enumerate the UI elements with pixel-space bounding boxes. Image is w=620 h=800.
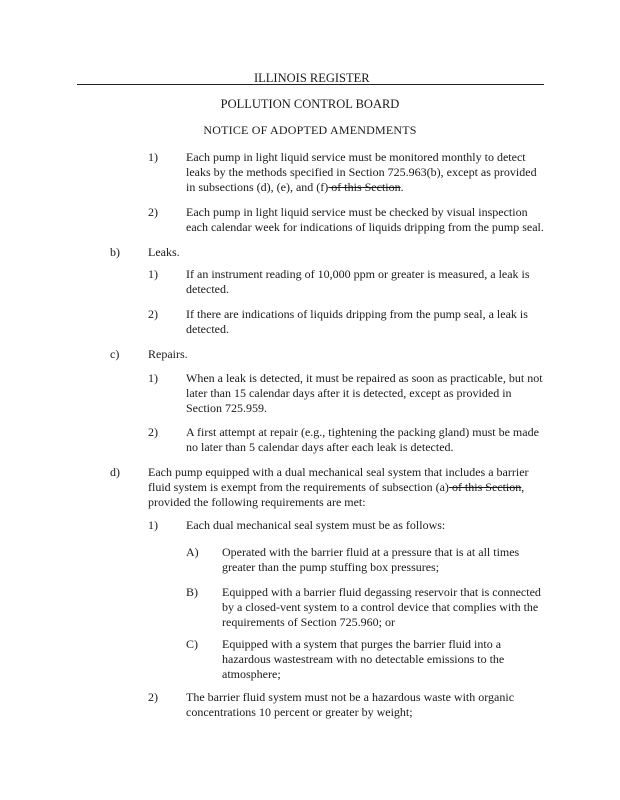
item-dC-text: Equipped with a system that purges the barrier fluid into a hazardous wastestream with no detectable emissions to the atmosphere; (222, 637, 505, 681)
item-d1-text: Each dual mechanical seal system must be as follows: (186, 518, 446, 532)
item-a2-text: Each pump in light liquid service must be checked by visual inspection each calendar week for indications of liquids dripping from the pump seal. (186, 205, 544, 234)
item-b2-text: If there are indications of liquids dripping from the pump seal, a leak is detected. (186, 307, 528, 336)
struck-text: of this Section (328, 180, 401, 194)
item-c2-number: 2) (148, 425, 158, 439)
item-b2-number: 2) (148, 307, 158, 321)
item-a1-text: Each pump in light liquid service must be monitored monthly to detect leaks by the methods specified in Section 725.963(b), except as provided in subsections (d), (e), and (f) of this Section. (186, 150, 537, 194)
register-title: ILLINOIS REGISTER (254, 71, 370, 85)
item-b1-text: If an instrument reading of 10,000 ppm or greater is measured, a leak is detected. (186, 267, 530, 296)
item-dA-text: Operated with the barrier fluid at a pressure that is at all times greater than the pump stuffing box pressures; (222, 545, 520, 574)
section-d-letter: d) (110, 465, 120, 479)
board-title: POLLUTION CONTROL BOARD (220, 97, 400, 111)
section-c-letter: c) (110, 347, 120, 361)
item-c1-number: 1) (148, 371, 158, 385)
item-c1-text: When a leak is detected, it must be repaired as soon as practicable, but not later than 15 calendar days after it is detected, except as provided in Section 725.959. (186, 371, 543, 415)
section-b-heading: Leaks. (148, 245, 180, 259)
item-dB-text: Equipped with a barrier fluid degassing reservoir that is connected by a closed-vent system to a control device that complies with the requirements of Section 725.960; or (222, 585, 541, 629)
item-a1-number: 1) (148, 150, 158, 164)
item-d1-number: 1) (148, 518, 158, 532)
item-dA-letter: A) (186, 545, 199, 559)
item-b1-number: 1) (148, 267, 158, 281)
notice-title: NOTICE OF ADOPTED AMENDMENTS (203, 123, 417, 137)
item-d2-text: The barrier fluid system must not be a hazardous waste with organic concentrations 10 percent or greater by weight; (186, 690, 515, 719)
item-dB-letter: B) (186, 585, 198, 599)
item-c2-text: A first attempt at repair (e.g., tightening the packing gland) must be made no later than 5 calendar days after each leak is detected. (186, 425, 539, 454)
header-rule (77, 84, 544, 85)
item-dC-letter: C) (186, 637, 198, 651)
section-d-text: Each pump equipped with a dual mechanical seal system that includes a barrier fluid system is exempt from the requirements of subsection (a) of this Section, provided the following requirements are met: (148, 465, 529, 509)
section-c-heading: Repairs. (148, 347, 188, 361)
item-a2-number: 2) (148, 205, 158, 219)
item-d2-number: 2) (148, 690, 158, 704)
section-b-letter: b) (110, 245, 120, 259)
struck-text: of this Section (448, 480, 522, 494)
